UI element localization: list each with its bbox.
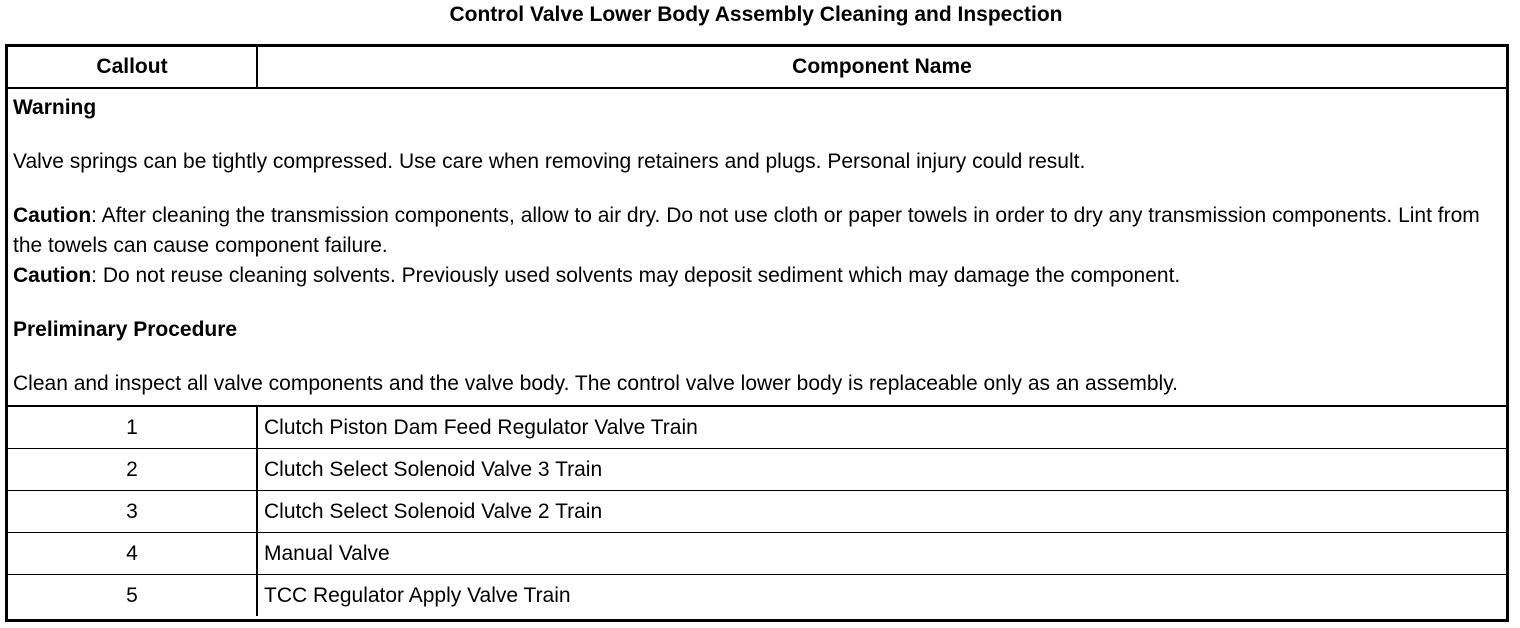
notes-cell (8, 88, 1506, 406)
callout-cell: 5 (8, 575, 257, 617)
component-name-cell: Clutch Select Solenoid Valve 2 Train (257, 491, 1506, 533)
table-header-row (8, 47, 1506, 88)
table-row (8, 406, 1506, 449)
component-table-grid (8, 47, 1506, 616)
component-name-cell: TCC Regulator Apply Valve Train (264, 583, 571, 607)
component-name-cell: Manual Valve (257, 533, 1506, 575)
table-row (8, 575, 1506, 617)
caution-note-1 (13, 201, 1506, 261)
callout-cell: 4 (8, 533, 257, 575)
warning-text: Valve springs can be tightly compressed. Use care when removing retainers and plugs. Personal injury could result. (13, 150, 1086, 173)
page-title: Control Valve Lower Body Assembly Cleaning and Inspection (449, 3, 1063, 26)
caution-label: Caution (13, 264, 92, 287)
table-row (8, 533, 1506, 575)
table-row (8, 491, 1506, 533)
component-name-cell: Clutch Select Solenoid Valve 3 Train (257, 449, 1506, 491)
callout-cell: 3 (8, 491, 257, 533)
caution-label: Caution (13, 204, 92, 227)
callout-cell: 2 (8, 449, 257, 491)
caution-1-text: : After cleaning the transmission components, allow to air dry. Do not use cloth or paper towels in order to dry any transmission components. Lint from the towels can cause component failure. (13, 204, 1480, 257)
preliminary-heading: Preliminary Procedure (13, 318, 238, 341)
callout-column-header: Callout (8, 47, 257, 88)
caution-note-2 (13, 261, 1506, 291)
table-row (8, 449, 1506, 491)
notes-row (8, 88, 1506, 406)
component-name-cell: Clutch Piston Dam Feed Regulator Valve Train (257, 406, 1506, 449)
component-name-column-header: Component Name (257, 47, 1506, 88)
component-table (5, 44, 1509, 622)
preliminary-text: Clean and inspect all valve components and the valve body. The control valve lower body is replaceable only as an assembly. (13, 372, 1178, 395)
callout-cell: 1 (8, 406, 257, 449)
warning-heading: Warning (13, 96, 97, 119)
caution-2-text: : Do not reuse cleaning solvents. Previously used solvents may deposit sediment which may damage the component. (91, 264, 1181, 287)
